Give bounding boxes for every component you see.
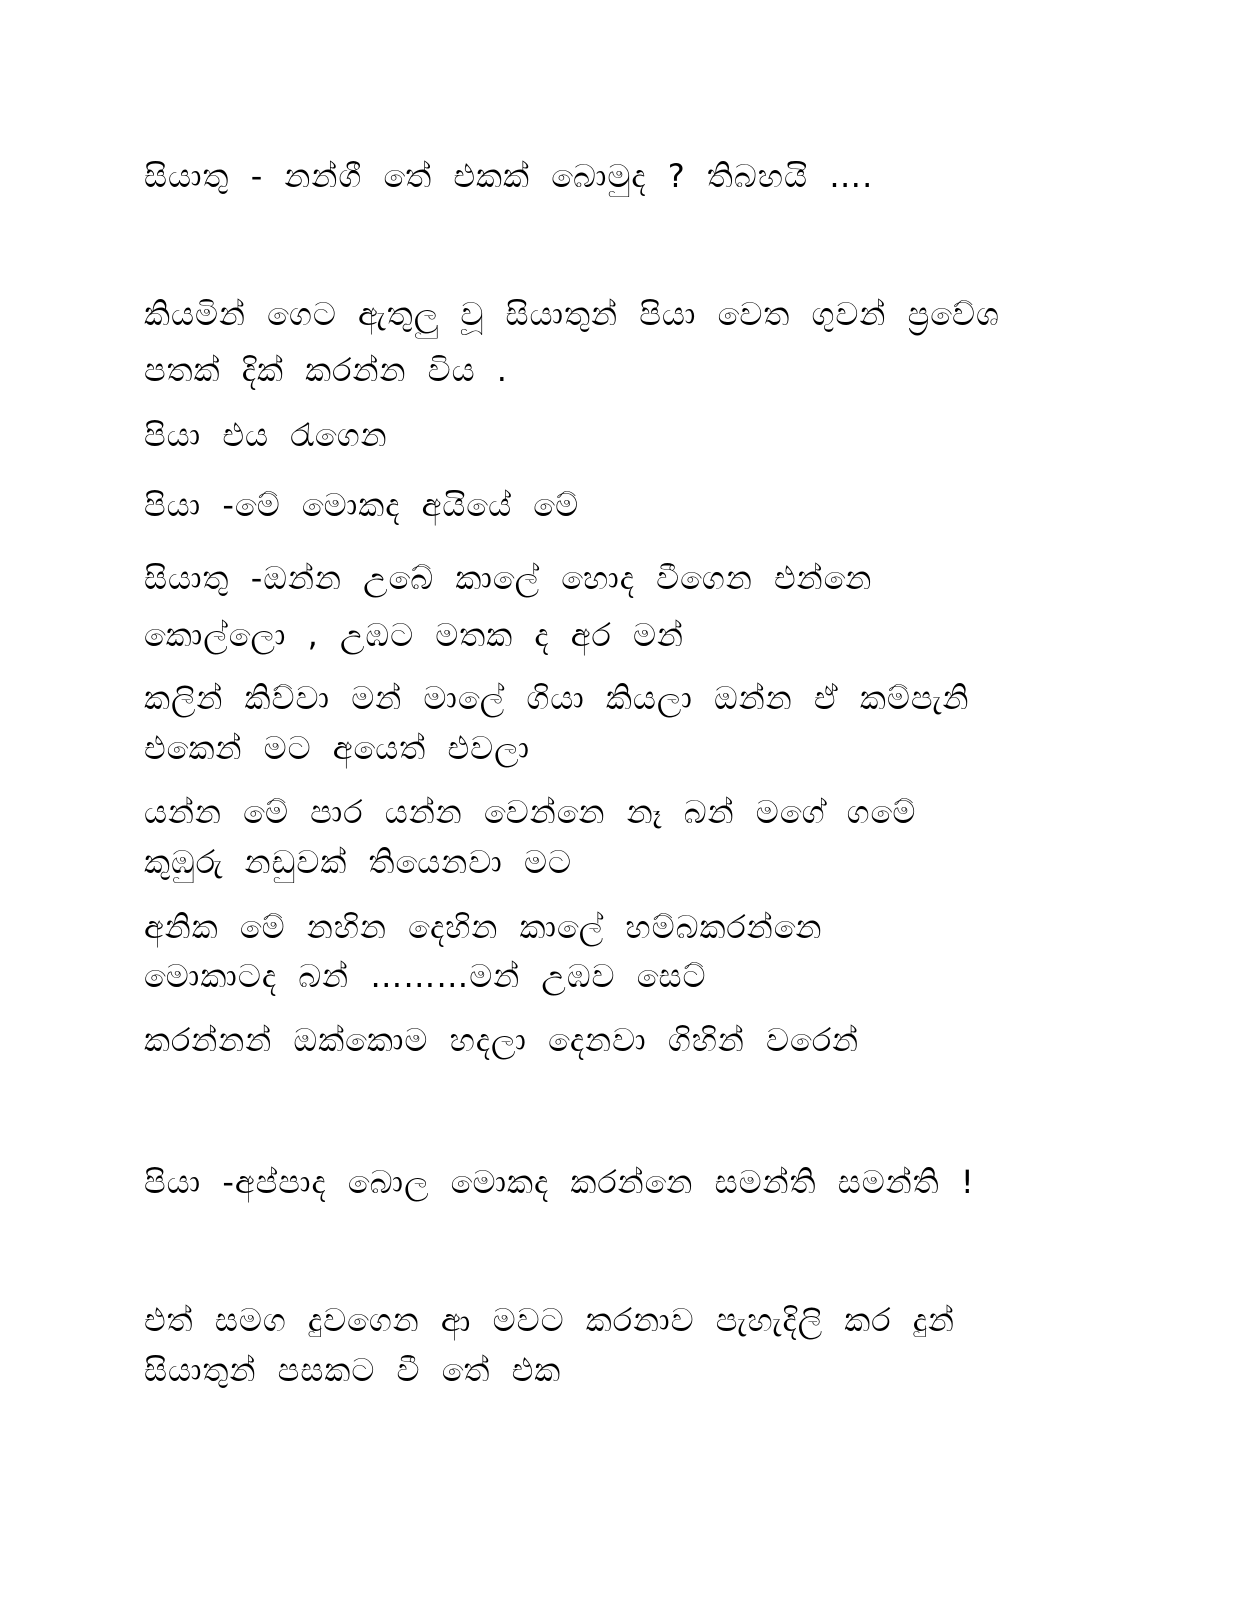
text-line: කරන්නන් ඔක්කොම හදලා දෙනවා ගිහින් වරෙන් [144,1021,860,1059]
text-line: කියමින් ගෙට ඇතුලු වූ සියාතුන් පියා වෙත ගුවන් ප්‍රවේශ [144,295,1000,333]
text-line: යන්න මේ පාර යන්න වෙන්නෙ නෑ බන් මගේ ගමේ [144,793,917,831]
text-line: සියාතුන් පසකට වී තේ එක [144,1351,562,1389]
text-line: පියා එය රැගෙන [144,416,388,454]
text-line: එකෙන් මට අයෙත් එවලා [144,729,531,767]
text-line: පියා -මේ මොකද අයියේ මේ [144,486,580,524]
text-line: කොල්ලො , උඹට මතක ද අර මන් [144,616,685,654]
text-line: අනික මේ නහින දෙහින කාලේ හම්බකරන්නෙ [144,908,823,946]
text-line: පියා -අප්පාද බොල මොකද කරන්නෙ සමන්ති සමන්ති ! [144,1163,975,1201]
text-line: සියාතු -ඔන්න උබේ කාලේ හොද වීගෙන එන්නෙ [144,559,873,597]
text-line: කලින් කිව්වා මන් මාලේ ගියා කියලා ඔන්න ඒ කම්පැනි [144,679,970,717]
text-line: එත් සමග දුවගෙන ආ මවට කරනාව පැහැදිලි කර දුන් [144,1301,955,1339]
text-line: මොකාටද බන් ………මන් උඹව සෙට් [144,957,707,995]
text-line: කුඹුරු නඩුවක් තියෙනවා මට [144,843,572,881]
text-line: සියාතු - නන්ගී තේ එකක් බොමුද ? තිබහයි …. [144,157,874,195]
text-line: පතක් දික් කරන්න විය . [144,351,508,389]
